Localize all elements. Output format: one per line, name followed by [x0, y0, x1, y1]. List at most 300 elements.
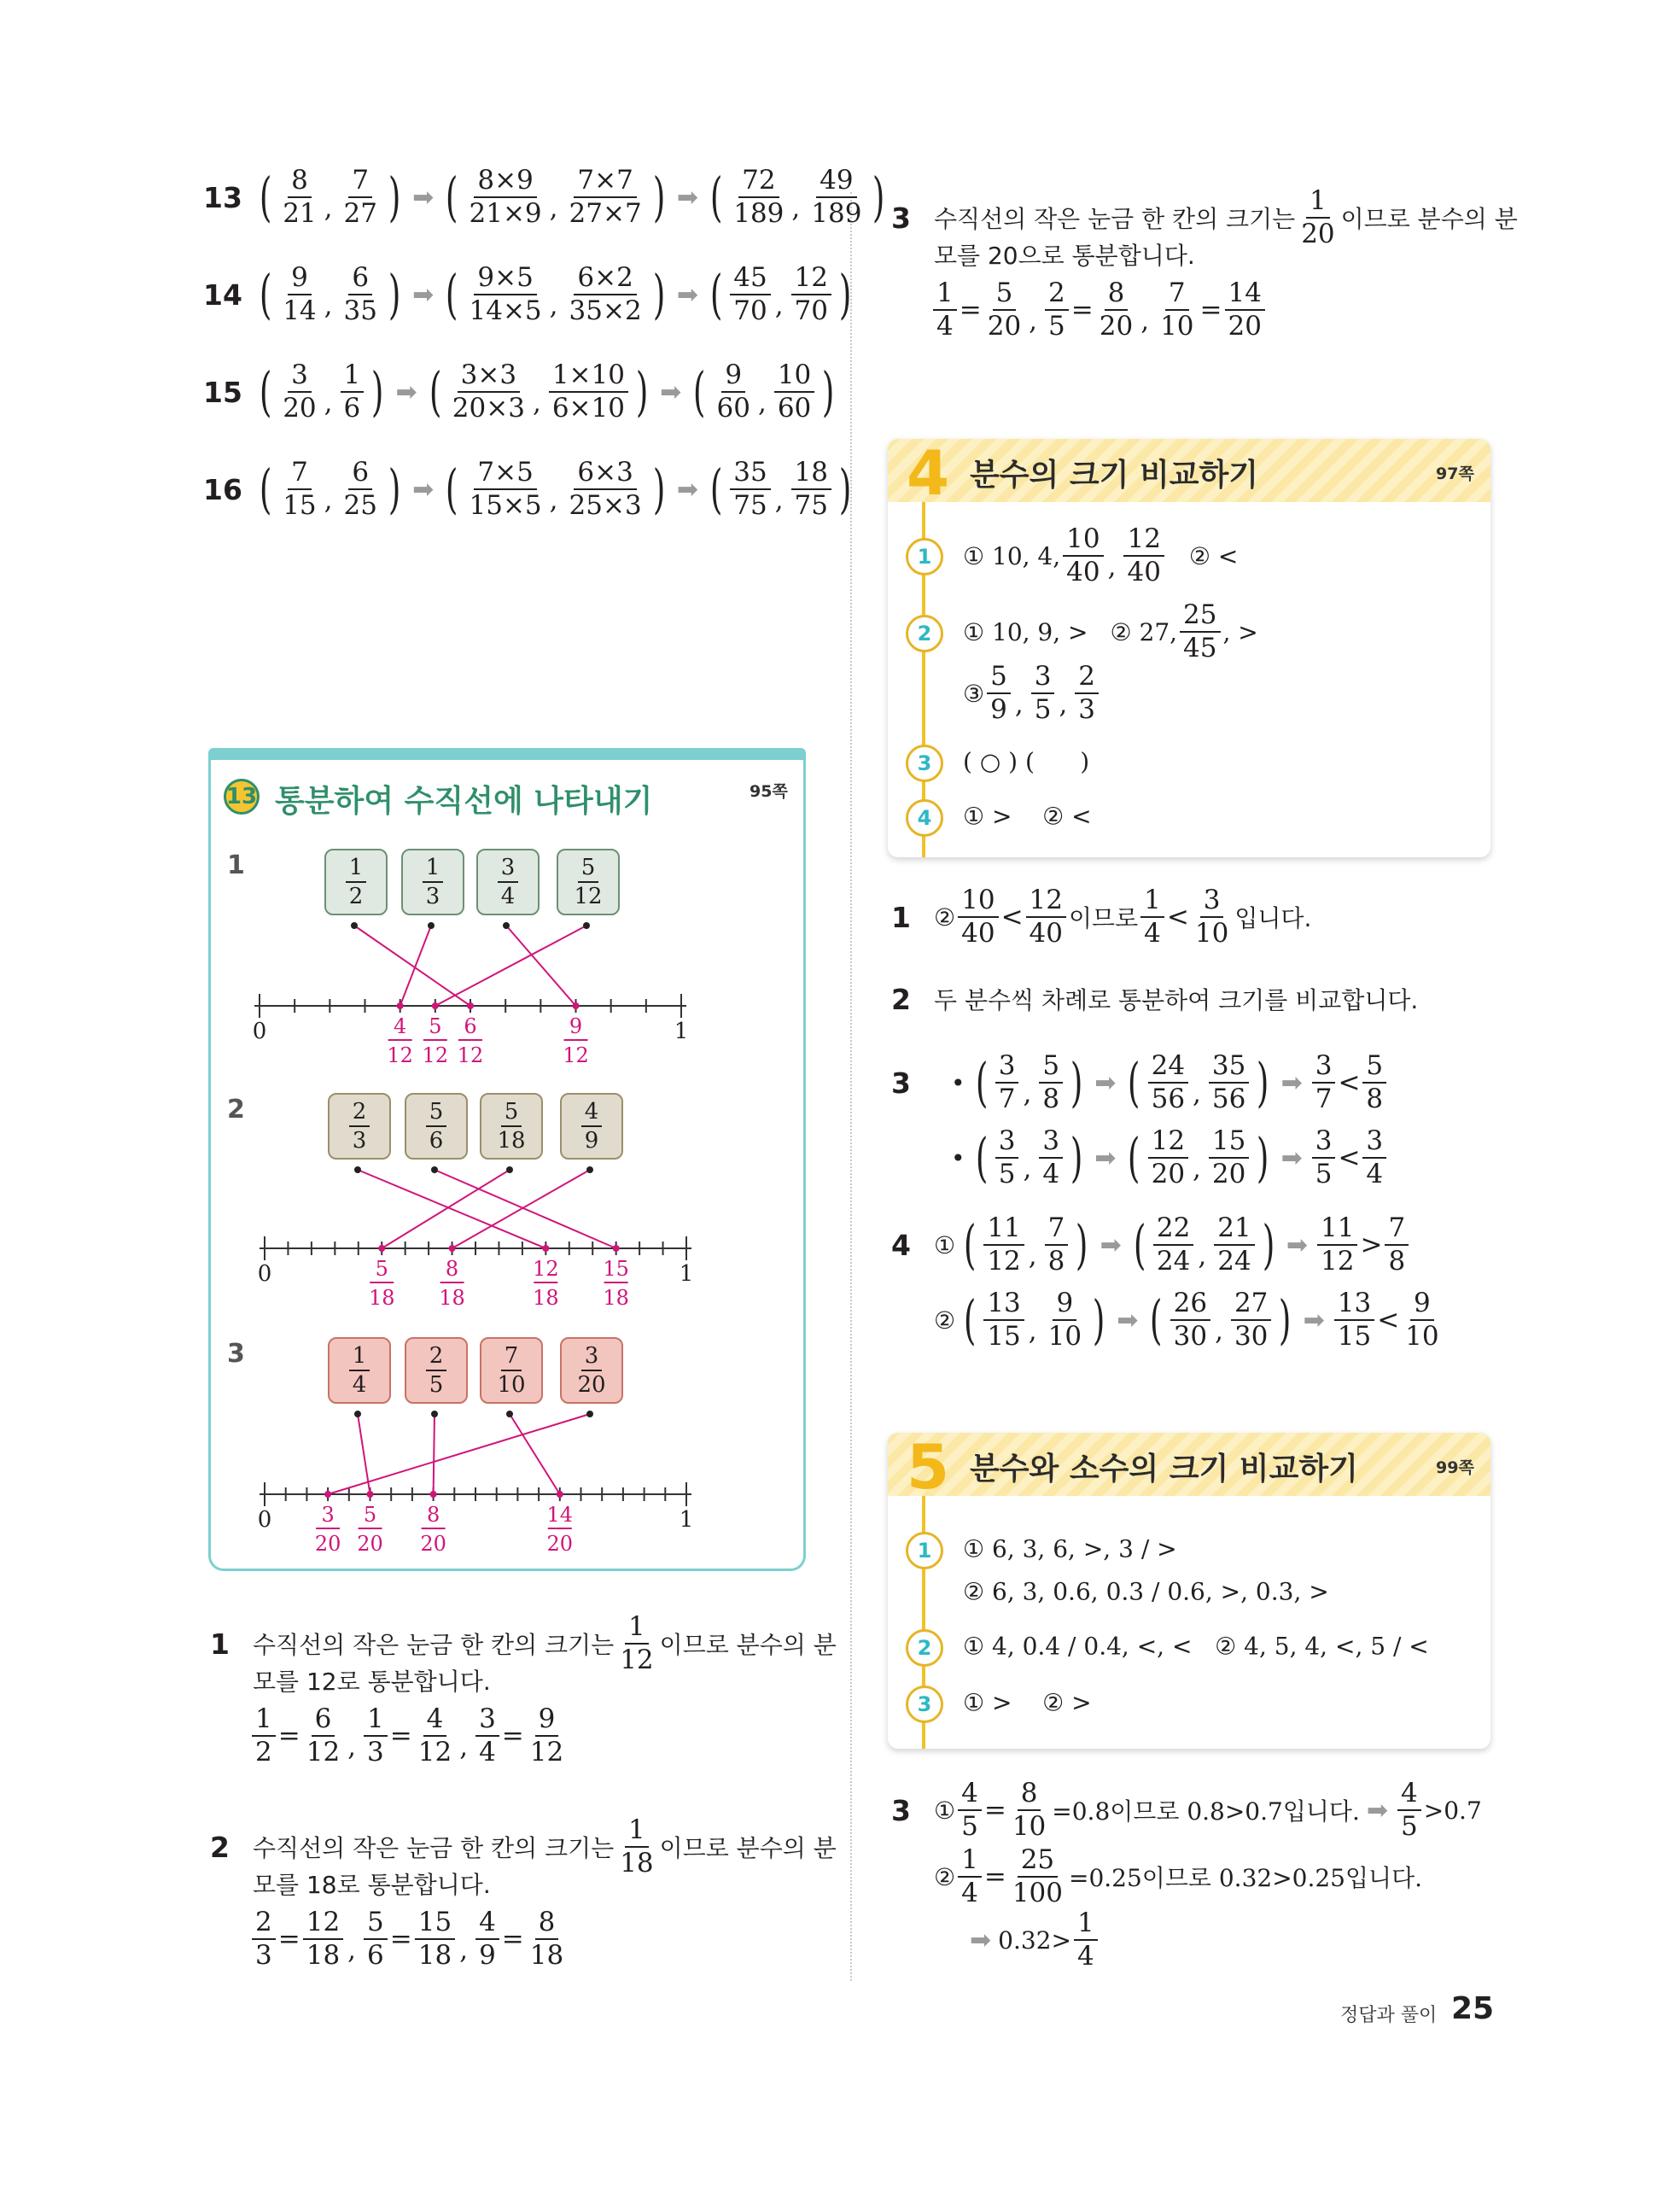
- fraction: [1009, 1780, 1049, 1840]
- denominator: 4: [961, 1878, 978, 1908]
- left-paren: (: [709, 166, 723, 228]
- numerator: 10: [1063, 526, 1103, 557]
- one-label: 1: [679, 1507, 694, 1533]
- denominator: 18: [529, 1940, 564, 1971]
- footer-label: 정답과 풀이: [1340, 2005, 1438, 2026]
- numerator: 6: [312, 1706, 335, 1737]
- fraction: [616, 1611, 656, 1675]
- left-paren: (: [429, 360, 441, 423]
- numerator: 7×7: [574, 167, 636, 198]
- denominator: 27×7: [569, 198, 642, 229]
- explanation-text: >0.7: [1423, 1796, 1482, 1825]
- point-label-numerator: 5: [375, 1257, 388, 1281]
- one-label: 1: [679, 1261, 694, 1287]
- numerator: 3: [1031, 663, 1055, 694]
- explanation-text: 모를 12로 통분합니다.: [253, 1668, 491, 1696]
- denominator: 12: [417, 1737, 452, 1767]
- point-label-numerator: 5: [363, 1503, 377, 1527]
- numerator: 22: [1153, 1215, 1193, 1246]
- right-paren: ): [1070, 1126, 1083, 1189]
- fraction: [1334, 1290, 1374, 1350]
- explanation-text: 이므로 분수의 분: [659, 1834, 837, 1862]
- fraction: [426, 1345, 447, 1396]
- comma: ,: [549, 193, 558, 224]
- right-paren: ): [388, 458, 401, 520]
- right-paren: ): [1092, 1288, 1105, 1351]
- left-paren: (: [975, 1051, 988, 1113]
- denominator: 189: [733, 198, 785, 229]
- fraction: [364, 1909, 388, 1969]
- explanation-number: 3: [891, 201, 911, 235]
- fraction: [1317, 1212, 1357, 1277]
- numerator: 1: [349, 1345, 370, 1371]
- comma: ,: [1029, 306, 1038, 336]
- answer-text: ① > ② <: [963, 802, 1092, 831]
- point-label-numerator: 4: [394, 1014, 407, 1038]
- expl4-e2: [891, 982, 1418, 1016]
- numerator: 1: [341, 362, 365, 393]
- comma: ,: [1028, 1316, 1037, 1347]
- denominator: 20: [1151, 1159, 1186, 1189]
- numerator: 12: [1026, 887, 1066, 918]
- connecting-line: [452, 1170, 590, 1248]
- denominator: 75: [733, 490, 767, 521]
- connecting-line: [354, 926, 470, 1006]
- fraction-tile: [480, 1093, 543, 1160]
- fraction: [303, 1909, 343, 1969]
- point-label-numerator: 12: [533, 1257, 559, 1281]
- section-4-title: 분수의 크기 비교하기: [970, 458, 1259, 493]
- comma: ,: [1193, 1078, 1201, 1109]
- numerator: 1: [423, 856, 444, 883]
- fraction: [995, 1125, 1019, 1189]
- numerator: 4: [475, 1909, 499, 1940]
- left-paren: (: [446, 263, 458, 325]
- numerator: 3: [475, 1706, 499, 1737]
- numerator: 6×3: [574, 459, 636, 490]
- section-4-badge: 4: [907, 437, 950, 509]
- denominator: 35×2: [569, 295, 642, 326]
- denominator: 12: [987, 1246, 1021, 1277]
- fraction: [1298, 185, 1338, 249]
- tile-dot: [354, 1166, 361, 1173]
- point-label-denominator: 18: [533, 1286, 559, 1310]
- denominator: 10: [1405, 1321, 1439, 1352]
- point-label-denominator: 18: [603, 1286, 629, 1310]
- question-number: 2: [227, 1095, 245, 1125]
- answer-text: ② 6, 3, 0.6, 0.3 / 0.6, >, 0.3, >: [963, 1577, 1329, 1606]
- comma: ,: [1215, 1316, 1223, 1347]
- explanation-text: 수직선의 작은 눈금 한 칸의 크기는: [934, 205, 1296, 233]
- fraction: [349, 1101, 370, 1152]
- comma: ,: [532, 388, 541, 418]
- numerator: 49: [816, 167, 856, 198]
- answer-text: ① > ② >: [963, 1688, 1092, 1717]
- denominator: 15: [283, 490, 317, 521]
- numerator: 3: [995, 1128, 1019, 1159]
- tile-dot: [586, 1411, 593, 1417]
- right-paren: ): [1076, 1213, 1088, 1276]
- fraction: [1362, 1050, 1386, 1114]
- denominator: 12: [529, 1737, 564, 1767]
- comma: ,: [1198, 1241, 1207, 1271]
- denominator: 3: [425, 884, 440, 909]
- denominator: 12: [1321, 1246, 1355, 1277]
- fraction: [279, 359, 319, 424]
- fraction: [730, 459, 770, 519]
- numerator: 3: [1312, 1128, 1336, 1159]
- fraction: [1170, 1290, 1210, 1350]
- fraction: [1123, 523, 1164, 587]
- denominator: 24: [1217, 1246, 1251, 1277]
- denominator: 15×5: [469, 490, 542, 521]
- numerator: 15: [415, 1909, 455, 1940]
- denominator: 8: [1366, 1084, 1384, 1114]
- numerator: 18: [791, 459, 831, 490]
- arrow-icon: ➡: [1366, 1795, 1389, 1826]
- numerator: 10: [774, 362, 814, 393]
- right-paren: ): [822, 360, 835, 423]
- numerator: 3×3: [458, 362, 520, 393]
- section-13-badge: [224, 779, 260, 815]
- explanation-e3-line3: [930, 280, 1268, 340]
- left-paren: (: [259, 166, 272, 228]
- section-5-title: 분수와 소수의 크기 비교하기: [970, 1452, 1358, 1487]
- denominator: 3: [255, 1940, 272, 1971]
- denominator: 21: [283, 198, 317, 229]
- bullet: •: [951, 1068, 965, 1097]
- tile-dot: [351, 922, 358, 929]
- numerator: 5: [364, 1909, 388, 1940]
- denominator: 25×3: [569, 490, 642, 521]
- numerator: 1: [346, 856, 367, 883]
- fraction: [1045, 1290, 1085, 1350]
- explanation-text: 이므로 분수의 분: [1340, 205, 1518, 233]
- numerator: 2: [1075, 663, 1099, 694]
- problem-number: 13: [203, 180, 242, 214]
- tile-dot: [583, 922, 590, 929]
- comma: ,: [1193, 1154, 1201, 1184]
- connecting-line: [400, 926, 431, 1006]
- point-label-denominator: 20: [420, 1532, 446, 1556]
- right-paren: ): [1257, 1051, 1269, 1113]
- denominator: 18: [417, 1940, 452, 1971]
- fraction: [466, 167, 545, 227]
- denominator: 15: [1337, 1321, 1372, 1352]
- denominator: 6: [429, 1128, 444, 1154]
- explanation-number: 1: [891, 900, 911, 934]
- expl4-e1: [891, 887, 1311, 947]
- numerator: 7: [1045, 1215, 1069, 1246]
- sec4-row1: [963, 523, 1239, 587]
- fraction: [1209, 1050, 1249, 1114]
- fraction: [279, 459, 319, 519]
- comma: ,: [1023, 1154, 1032, 1184]
- connecting-line: [434, 1414, 435, 1494]
- denominator: 70: [733, 295, 767, 326]
- right-paren: ): [635, 360, 649, 423]
- section-5-page: 99쪽: [1436, 1458, 1474, 1477]
- comma: ,: [347, 1935, 357, 1966]
- question-number: 1: [227, 850, 245, 880]
- denominator: 3: [367, 1737, 384, 1767]
- arrow-icon: ➡: [676, 474, 699, 505]
- denominator: 5: [1048, 311, 1065, 342]
- fraction-tile: [557, 849, 620, 915]
- left-paren: (: [259, 458, 272, 520]
- denominator: 40: [961, 918, 995, 949]
- denominator: 5: [998, 1159, 1016, 1189]
- answer-text: ① 4, 0.4 / 0.4, <, < ② 4, 5, 4, <, 5 / <: [963, 1632, 1429, 1661]
- denominator: 20: [283, 393, 317, 424]
- numerator: 24: [1148, 1053, 1188, 1084]
- comparison-sign: >: [1360, 1230, 1383, 1260]
- arrow-icon: ➡: [1280, 1142, 1303, 1173]
- denominator: 45: [1183, 633, 1217, 663]
- numerator: 8: [535, 1909, 559, 1940]
- denominator: 5: [1315, 1159, 1333, 1189]
- section-13-badge-number: 13: [225, 784, 258, 809]
- explanation-e2-line3: [249, 1909, 569, 1969]
- tile-dot: [354, 1411, 361, 1417]
- point-dot: [542, 1245, 549, 1252]
- comma: ,: [1023, 1078, 1032, 1109]
- answer-text: ( ○ ) ( ): [963, 747, 1090, 776]
- left-paren: (: [259, 263, 272, 325]
- point-label-numerator: 3: [321, 1503, 335, 1527]
- denominator: 60: [777, 393, 812, 424]
- numerator: 10: [958, 887, 998, 918]
- numerator: 45: [730, 265, 770, 295]
- point-label-denominator: 12: [563, 1043, 589, 1067]
- left-paren: (: [446, 166, 458, 228]
- fraction: [791, 459, 831, 519]
- answer-circle-badge: 1: [906, 1532, 943, 1569]
- tile-dot: [431, 1166, 438, 1173]
- denominator: 20: [1211, 1159, 1246, 1189]
- section-13-page: 95쪽: [750, 782, 788, 801]
- fraction: [527, 1703, 567, 1767]
- comma: ,: [324, 193, 333, 224]
- fraction: [1039, 1125, 1063, 1189]
- answer-text: , >: [1222, 617, 1258, 646]
- numerator: 4: [423, 1706, 447, 1737]
- numerator: 1: [252, 1706, 276, 1737]
- fraction: [581, 1101, 603, 1152]
- fraction: [983, 1290, 1024, 1350]
- denominator: 8: [1042, 1084, 1060, 1114]
- left-paren: (: [709, 458, 723, 520]
- connecting-line: [382, 1170, 510, 1248]
- left-paren: (: [1128, 1126, 1140, 1189]
- denominator: 60: [716, 393, 750, 424]
- numerator: 7: [348, 167, 372, 198]
- right-paren: ): [1262, 1213, 1275, 1276]
- expl4-e4-line2: [934, 1290, 1445, 1350]
- denominator: 27: [343, 198, 377, 229]
- comma: ,: [459, 1935, 469, 1966]
- numerator: 8: [288, 167, 312, 198]
- fraction: [574, 1345, 609, 1396]
- comma: ,: [324, 290, 333, 321]
- right-paren: ): [388, 263, 401, 325]
- problem-p13: [203, 167, 890, 227]
- left-paren: (: [1150, 1288, 1163, 1351]
- fraction: [1312, 1125, 1336, 1189]
- denominator: 15: [987, 1321, 1021, 1352]
- denominator: 4: [500, 884, 516, 909]
- point-label-denominator: 18: [368, 1286, 395, 1310]
- denominator: 24: [1156, 1246, 1191, 1277]
- fraction-tile: [480, 1337, 543, 1404]
- denominator: 4: [936, 311, 954, 342]
- denominator: 10: [1194, 918, 1229, 949]
- point-label-numerator: 8: [426, 1503, 440, 1527]
- numerator: 21: [1214, 1215, 1254, 1246]
- fraction: [616, 1814, 656, 1878]
- equals-sign: =: [389, 1924, 412, 1954]
- problem-number: 15: [203, 375, 242, 409]
- problem-number: 16: [203, 472, 242, 506]
- arrow-icon: ➡: [1100, 1230, 1122, 1260]
- equals-sign: =: [277, 1721, 300, 1751]
- numerator: 3: [995, 1053, 1019, 1084]
- point-label-numerator: 14: [546, 1503, 574, 1527]
- section-13-title: 통분하여 수직선에 나타내기: [275, 784, 653, 819]
- denominator: 9: [990, 694, 1007, 725]
- numerator: 8: [1105, 280, 1129, 311]
- problem-p14: [203, 262, 856, 326]
- fraction: [279, 167, 319, 227]
- denominator: 21×9: [469, 198, 542, 229]
- denominator: 4: [1042, 1159, 1060, 1189]
- comma: ,: [324, 485, 333, 516]
- numerator: 8×9: [474, 167, 536, 198]
- left-paren: (: [709, 263, 723, 325]
- question-number: 3: [227, 1339, 245, 1369]
- numerator: 3: [581, 1345, 603, 1371]
- fraction: [1045, 280, 1069, 340]
- denominator: 30: [1173, 1321, 1208, 1352]
- numerator: 72: [738, 167, 779, 198]
- denominator: 5: [961, 1811, 978, 1842]
- comma: ,: [791, 193, 801, 224]
- fraction-tile: [560, 1337, 623, 1404]
- numerator: 1: [933, 280, 957, 311]
- problem-number: 14: [203, 278, 242, 312]
- explanation-text: 수직선의 작은 눈금 한 칸의 크기는: [253, 1631, 615, 1659]
- denominator: 10: [1047, 1321, 1082, 1352]
- fraction-tile: [405, 1093, 468, 1160]
- arrow-icon: ➡: [660, 377, 682, 407]
- denominator: 4: [1076, 1941, 1094, 1972]
- numerator: 6×2: [574, 265, 636, 295]
- denominator: 5: [429, 1372, 444, 1398]
- arrow-icon: ➡: [676, 279, 699, 310]
- numerator: 5: [1039, 1053, 1063, 1084]
- fraction: [1096, 280, 1136, 340]
- fraction: [1031, 663, 1055, 723]
- explanation-e2-line2: [253, 1867, 491, 1901]
- explanation-text: =0.25이므로 0.32>0.25입니다.: [1069, 1864, 1423, 1892]
- right-paren: ): [652, 166, 666, 228]
- fraction: [466, 459, 545, 519]
- arrow-icon: ➡: [1303, 1305, 1325, 1335]
- connecting-line: [328, 1414, 590, 1494]
- fraction: [303, 1703, 343, 1767]
- denominator: 20: [1301, 219, 1335, 249]
- denominator: 10: [1160, 311, 1194, 342]
- numerator: 14: [1225, 280, 1265, 311]
- fraction: [493, 1101, 528, 1152]
- answer-text: ① 10, 9, >: [963, 617, 1088, 646]
- equals-sign: =: [389, 1721, 412, 1751]
- numerator: 7: [1385, 1215, 1409, 1246]
- fraction: [1074, 1910, 1098, 1970]
- fraction-tile: [560, 1093, 623, 1160]
- numerator: 25: [1180, 602, 1220, 633]
- fraction: [1039, 1050, 1063, 1114]
- answer-circle-badge: 3: [906, 1686, 943, 1723]
- fraction-tile: [401, 849, 464, 915]
- fraction: [341, 359, 365, 424]
- fraction: [1063, 523, 1103, 587]
- numerator: 3: [288, 362, 312, 393]
- explanation-e1-line2: [253, 1663, 491, 1697]
- numerator: 2: [1045, 280, 1069, 311]
- explanation-text: 모를 18로 통분합니다.: [253, 1871, 491, 1899]
- fraction: [1148, 1050, 1188, 1114]
- point-label-numerator: 6: [464, 1014, 477, 1038]
- fraction: [1192, 887, 1232, 947]
- denominator: 12: [306, 1737, 341, 1767]
- point-label-numerator: 9: [569, 1014, 583, 1038]
- fraction: [1214, 1212, 1254, 1277]
- explanation-number: 3: [891, 1066, 911, 1100]
- fraction: [1148, 1125, 1188, 1189]
- point-label-denominator: 12: [457, 1043, 484, 1067]
- denominator: 14: [283, 295, 317, 326]
- one-label: 1: [674, 1019, 689, 1044]
- numerator: 9: [721, 362, 745, 393]
- fraction: [1009, 1844, 1066, 1908]
- numerator: 9: [1053, 1290, 1076, 1321]
- denominator: 4: [479, 1737, 496, 1767]
- comma: ,: [549, 485, 558, 516]
- answer-circle-badge: 2: [906, 615, 943, 652]
- tile-dot: [586, 1166, 593, 1173]
- point-label-numerator: 8: [445, 1257, 459, 1281]
- numerator: 25: [1018, 1847, 1058, 1878]
- answer-circle-badge: 3: [906, 745, 943, 782]
- numerator: 2: [349, 1101, 370, 1127]
- numerator: 9: [1410, 1290, 1434, 1321]
- denominator: 18: [497, 1128, 526, 1154]
- explanation-number: 3: [891, 1793, 911, 1827]
- sec5-row2: [963, 1633, 1429, 1661]
- fraction: [527, 1909, 567, 1969]
- denominator: 6: [343, 393, 361, 424]
- numerator: 3: [1039, 1128, 1063, 1159]
- numerator: 1: [364, 1706, 388, 1737]
- denominator: 8: [1388, 1246, 1406, 1277]
- comma: ,: [459, 1732, 469, 1762]
- point-label-denominator: 18: [439, 1286, 465, 1310]
- fraction: [958, 1844, 982, 1908]
- fraction: [958, 1780, 982, 1840]
- right-paren: ): [838, 263, 852, 325]
- right-paren: ): [652, 458, 666, 520]
